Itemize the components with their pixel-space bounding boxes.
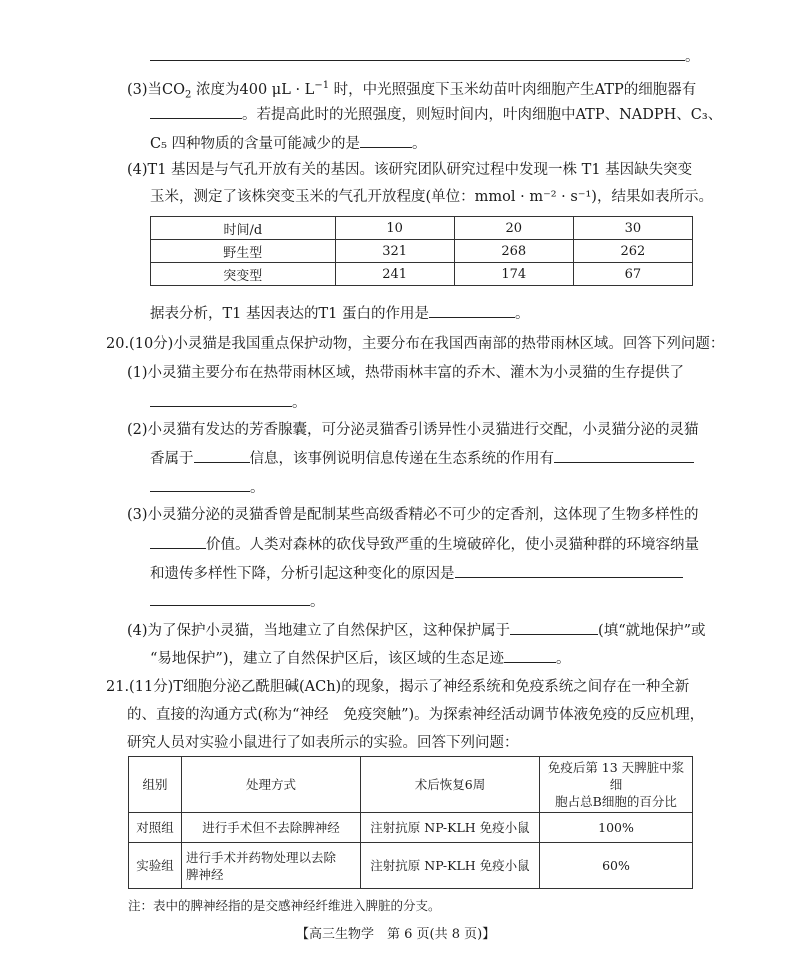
answer-blank[interactable] [429, 303, 515, 318]
table-row [129, 757, 693, 813]
answer-blank[interactable] [150, 534, 206, 549]
text: 脾神经 [186, 866, 224, 882]
text: 。 [250, 480, 265, 496]
text: 价值。人类对森林的砍伐导致严重的生境破碎化，使小灵猫种群的环境容纳量 [206, 537, 699, 553]
answer-blank[interactable] [504, 648, 556, 663]
table-note: 注：表中的脾神经指的是交感神经纤维进入脾脏的分支。 [128, 898, 441, 913]
text: 浓度为400 μL · L [191, 81, 315, 98]
q21-stem-line3: 研究人员对实验小鼠进行了如表所示的实验。回答下列问题： [127, 735, 519, 751]
q20-part3-line2 [150, 534, 699, 555]
table-header-cell: 10 [335, 217, 454, 240]
text: 。 [515, 306, 530, 322]
table-row [151, 217, 693, 240]
q20-part4-line1 [127, 620, 706, 641]
table-header-cell [540, 757, 693, 813]
table-cell: 262 [573, 240, 692, 263]
table-header-cell: 30 [573, 217, 692, 240]
table-cell: 进行手术但不去除脾神经 [182, 813, 361, 843]
q19-part4-line1: (4)T1 基因是与气孔开放有关的基因。该研究团队研究过程中发现一株 T1 基因缺失突变 [127, 162, 693, 178]
table-header-cell: 20 [454, 217, 573, 240]
text: C₅ 四种物质的含量可能减少的是 [150, 136, 361, 152]
text: 。 [555, 651, 571, 667]
answer-blank[interactable] [360, 133, 412, 148]
text: 进行手术并药物处理以去除 [186, 849, 337, 865]
text: 免疫后第 13 天脾脏中浆细 [547, 760, 685, 792]
q21-stem-line2: 的、直接的沟通方式(称为“神经 免疫突触”)。为探索神经活动调节体液免疫的反应机理， [127, 707, 705, 723]
q20-part2-line1: (2)小灵猫有发达的芳香腺囊，可分泌灵猫香引诱异性小灵猫进行交配，小灵猫分泌的灵猫 [127, 422, 699, 438]
table-header-cell: 时间/d [151, 217, 336, 240]
text: 。 [310, 594, 325, 610]
table-row [129, 813, 693, 843]
table-cell [182, 843, 361, 889]
answer-blank[interactable] [554, 448, 694, 463]
answer-blank[interactable] [510, 620, 598, 635]
table-cell: 对照组 [129, 813, 182, 843]
table-cell: 174 [454, 263, 573, 286]
q20-part1-line2 [150, 392, 307, 413]
answer-blank[interactable] [150, 477, 250, 492]
q20-part3-line3 [150, 563, 683, 584]
table-cell: 100% [540, 813, 693, 843]
table-row [151, 240, 693, 263]
answer-blank[interactable] [150, 104, 242, 119]
text: 。若提高此时的光照强度，则短时间内，叶肉细胞中ATP、NADPH、C₃、 [242, 107, 723, 123]
answer-blank[interactable] [194, 448, 250, 463]
table-header-cell: 处理方式 [182, 757, 361, 813]
table-cell: 注射抗原 NP-KLH 免疫小鼠 [361, 813, 540, 843]
table-row [151, 263, 693, 286]
text: (4)为了保护小灵猫，当地建立了自然保护区，这种保护属于 [127, 623, 511, 639]
text: −1 [314, 80, 330, 91]
q19-part4-line2: 玉米，测定了该株突变玉米的气孔开放程度(单位：mmol · m⁻² · s⁻¹)，结果如表所示。 [150, 189, 713, 205]
text: 胞占总B细胞的百分比 [555, 794, 677, 809]
table-cell: 241 [335, 263, 454, 286]
text: 。 [292, 395, 307, 411]
text: (3)当CO [127, 81, 186, 98]
text: “易地保护”)，建立了自然保护区后，该区域的生态足迹 [150, 651, 504, 667]
q20-part3-line4 [150, 591, 325, 612]
text: 2 [185, 89, 192, 101]
q19-analysis [150, 303, 530, 324]
text: 信息，该事例说明信息传递在生态系统的作用有 [249, 451, 554, 467]
answer-blank[interactable] [150, 392, 292, 407]
table-cell: 注射抗原 NP-KLH 免疫小鼠 [361, 843, 540, 889]
q20-part4-line2 [150, 648, 570, 669]
stomata-table [150, 216, 693, 286]
table-cell: 67 [573, 263, 692, 286]
top-answer-blank[interactable]: 。 [150, 46, 700, 67]
answer-blank[interactable] [455, 563, 683, 578]
q20-part3-line1: (3)小灵猫分泌的灵猫香曾是配制某些高级香精必不可少的定香剂，这体现了生物多样性的 [127, 507, 699, 523]
text: 。 [412, 136, 427, 152]
text: 时，中光照强度下玉米幼苗叶肉细胞产生ATP的细胞器有 [329, 81, 697, 98]
table-header-cell: 术后恢复6周 [361, 757, 540, 813]
q21-stem-line1: 21.(11分)T细胞分泌乙酰胆碱(ACh)的现象，揭示了神经系统和免疫系统之间存在一种全新 [106, 679, 690, 695]
answer-blank[interactable] [150, 591, 310, 606]
table-cell: 突变型 [151, 263, 336, 286]
q20-part1-line1: (1)小灵猫主要分布在热带雨林区域，热带雨林丰富的乔木、灌木为小灵猫的生存提供了 [127, 365, 685, 381]
table-cell: 60% [540, 843, 693, 889]
q20-part2-line3 [150, 477, 265, 498]
experiment-table [128, 756, 693, 889]
table-cell: 野生型 [151, 240, 336, 263]
table-cell: 实验组 [129, 843, 182, 889]
text: 香属于 [150, 451, 194, 467]
q20-stem: 20.(10分)小灵猫是我国重点保护动物，主要分布在我国西南部的热带雨林区域。回答下列问题： [106, 336, 725, 352]
text: (填“就地保护”或 [598, 623, 706, 639]
q19-part3-line3 [150, 133, 427, 154]
table-cell: 321 [335, 240, 454, 263]
text: 据表分析，T1 基因表达的T1 蛋白的作用是 [150, 306, 430, 322]
table-row [129, 843, 693, 889]
q19-part3-line2 [150, 104, 722, 125]
q19-part3-line1 [127, 76, 696, 106]
table-cell: 268 [454, 240, 573, 263]
page-footer: 【高三生物学 第 6 页(共 8 页)】 [296, 927, 496, 942]
table-header-cell: 组别 [129, 757, 182, 813]
text: 和遗传多样性下降，分析引起这种变化的原因是 [150, 566, 455, 582]
q20-part2-line2 [150, 448, 694, 469]
